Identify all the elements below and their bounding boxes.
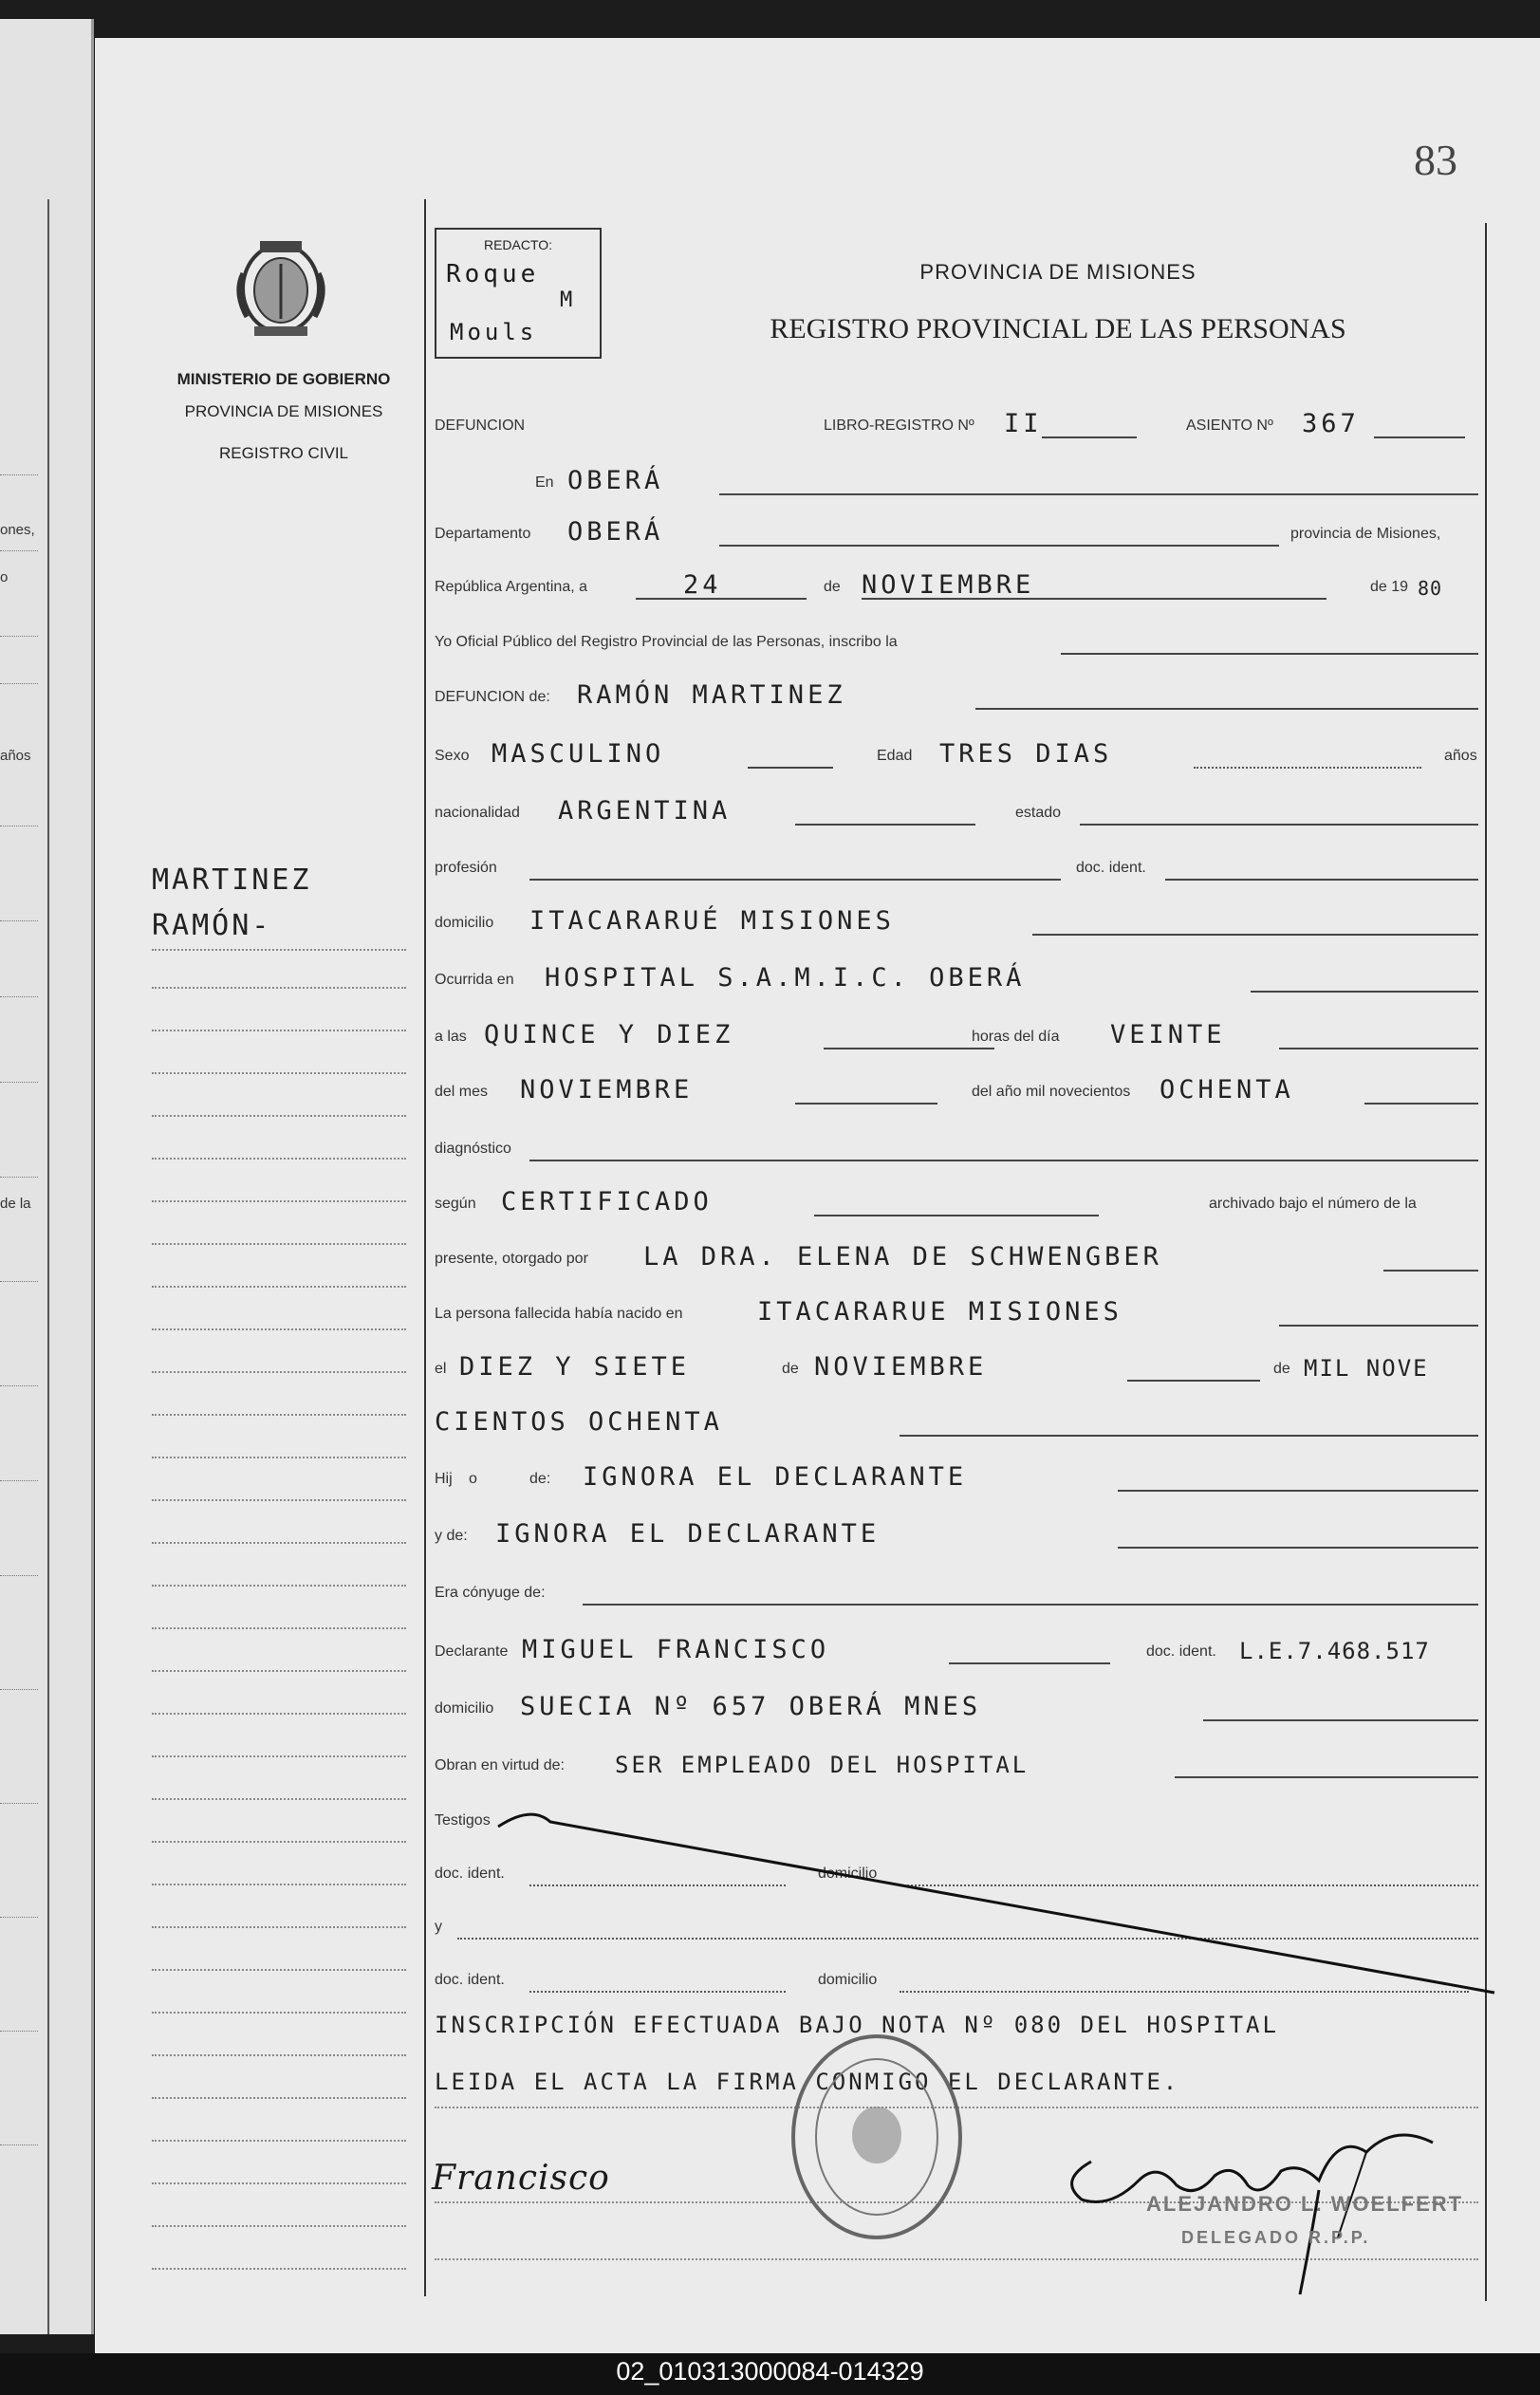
domicilio-value: ITACARARUÉ MISIONES <box>529 906 895 936</box>
decl-domicilio-label: domicilio <box>435 1700 494 1717</box>
declarant-signature: Francisco <box>432 2159 610 2198</box>
margin-rule <box>152 1969 406 1971</box>
row-oficial <box>435 615 1478 657</box>
row-conyuge <box>435 1566 1478 1607</box>
row-declarante <box>435 1625 1478 1666</box>
declarante-label: Declarante <box>435 1643 509 1660</box>
margin-rule <box>152 1755 406 1757</box>
margin-rule <box>152 1158 406 1160</box>
margin-rule <box>152 1414 406 1416</box>
declarante-value: MIGUEL FRANCISCO <box>522 1635 830 1664</box>
deceased-value: RAMÓN MARTINEZ <box>577 680 846 710</box>
year-label: de 19 <box>1370 579 1409 595</box>
birth-month-value: NOVIEMBRE <box>814 1352 988 1382</box>
ministry-province: PROVINCIA DE MISIONES <box>184 402 383 420</box>
row-defuncion-de <box>435 670 1478 712</box>
left-line <box>0 550 38 551</box>
row-presente <box>435 1232 1478 1273</box>
el-label: el <box>435 1361 447 1377</box>
margin-rule <box>152 2140 406 2142</box>
margin-rule <box>152 949 406 951</box>
row-mes <box>435 1065 1478 1106</box>
alas-label: a las <box>435 1029 467 1045</box>
declarante-underline <box>949 1662 1110 1664</box>
yde-label: y de: <box>435 1528 468 1544</box>
margin-rule <box>152 1926 406 1928</box>
profesion-label: profesión <box>435 860 497 876</box>
margin-rule <box>152 1457 406 1458</box>
nacionalidad-label: nacionalidad <box>435 805 520 821</box>
testigos-label: Testigos <box>435 1812 491 1829</box>
birth-de2-label: de <box>1273 1361 1290 1377</box>
left-line <box>0 636 38 637</box>
note-line-2: LEIDA EL ACTA LA FIRMA CONMIGO EL DECLARANTE. <box>435 2069 1180 2095</box>
decl-domicilio-value: SUECIA Nº 657 OBERÁ MNES <box>520 1692 982 1721</box>
left-line <box>0 1177 38 1178</box>
margin-rule <box>152 1884 406 1885</box>
ocurrida-underline <box>1251 991 1478 993</box>
left-line <box>0 1281 38 1282</box>
mes-underline <box>795 1103 937 1105</box>
libro-label: LIBRO-REGISTRO Nº <box>824 418 974 434</box>
row-segun <box>435 1177 1478 1218</box>
redacto-box <box>435 228 602 359</box>
left-page-rule <box>47 199 49 2334</box>
edad-value: TRES DIAS <box>939 739 1113 769</box>
decl-doc-value: L.E.7.468.517 <box>1239 1638 1430 1664</box>
margin-rule <box>152 1328 406 1330</box>
obran-value: SER EMPLEADO DEL HOSPITAL <box>615 1752 1030 1778</box>
asiento-underline <box>1374 436 1465 438</box>
row-fecha <box>435 560 1478 602</box>
margin-rule <box>152 2182 406 2184</box>
redacto-label: REDACTO: <box>483 237 553 252</box>
dia-value: VEINTE <box>1110 1020 1226 1049</box>
row-en <box>435 455 1478 497</box>
left-line <box>0 1803 38 1804</box>
hijo-de-label: de: <box>529 1471 551 1487</box>
en-label: En <box>535 474 554 491</box>
left-line <box>0 474 38 475</box>
birth-day-value: DIEZ Y SIETE <box>459 1352 691 1382</box>
diagnostico-label: diagnóstico <box>435 1141 511 1157</box>
horas-underline <box>824 1048 994 1049</box>
margin-rule <box>152 1115 406 1117</box>
hijo-label: Hij <box>435 1471 453 1487</box>
birth-month-underline <box>1127 1380 1260 1382</box>
left-fragment-1: ones, <box>0 522 35 538</box>
departamento-underline <box>719 545 1279 547</box>
row-domicilio <box>435 896 1478 938</box>
left-line <box>0 1917 38 1918</box>
republica-label: República Argentina, a <box>435 579 587 595</box>
mother-value: IGNORA EL DECLARANTE <box>495 1519 881 1549</box>
redacto-line2: M <box>560 288 577 312</box>
row-hijo <box>435 1452 1478 1494</box>
row-yde <box>435 1509 1478 1550</box>
doc-ident-label: doc. ident. <box>1076 860 1146 876</box>
row-ocurrida <box>435 953 1478 994</box>
row-nacionalidad <box>435 786 1478 827</box>
t-domicilio-label: domicilio <box>818 1866 878 1882</box>
presente-label: presente, otorgado por <box>435 1251 588 1267</box>
file-label: 02_010313000084-014329 <box>616 2357 924 2386</box>
asiento-label: ASIENTO Nº <box>1186 418 1273 434</box>
margin-rule <box>152 1670 406 1672</box>
margin-rule <box>152 1200 406 1202</box>
birth-year-value1: MIL NOVE <box>1304 1355 1429 1382</box>
conyuge-underline <box>583 1604 1478 1606</box>
left-line <box>0 2031 38 2032</box>
archivado-label: archivado bajo el número de la <box>1209 1196 1417 1212</box>
left-line <box>0 1689 38 1690</box>
redacto-line3: Mouls <box>450 319 538 345</box>
year-value: 80 <box>1418 577 1443 600</box>
mes-value: NOVIEMBRE <box>520 1075 694 1105</box>
libro-value: II <box>1004 409 1043 438</box>
margin-rule <box>152 1030 406 1031</box>
margin-surname: MARTINEZ <box>152 863 312 897</box>
left-line <box>0 1480 38 1481</box>
nacionalidad-underline <box>795 824 975 826</box>
left-line <box>0 683 38 684</box>
defuncion-de-label: DEFUNCION de: <box>435 689 550 705</box>
ministry-registry: REGISTRO CIVIL <box>218 444 349 462</box>
margin-rule <box>152 1798 406 1800</box>
province-heading: PROVINCIA DE MISIONES <box>919 260 1197 284</box>
left-line <box>0 996 38 997</box>
month-value: NOVIEMBRE <box>862 570 1035 600</box>
birth-de-label: de <box>782 1361 799 1377</box>
left-line <box>0 920 38 921</box>
doc-ident-underline <box>1165 879 1478 881</box>
oficial-underline <box>1061 653 1478 655</box>
row-nacido <box>435 1287 1478 1328</box>
margin-rule <box>152 1286 406 1288</box>
presente-underline <box>1383 1270 1478 1272</box>
t2-domicilio-label: domicilio <box>818 1972 878 1988</box>
ocurrida-label: Ocurrida en <box>435 972 514 988</box>
domicilio-underline <box>1032 934 1478 936</box>
segun-label: según <box>435 1196 476 1212</box>
row-libro-asiento <box>435 399 1478 440</box>
de-label: de <box>824 579 841 595</box>
departamento-label: Departamento <box>435 526 531 542</box>
nacido-underline <box>1279 1325 1478 1327</box>
margin-rule <box>152 1243 406 1245</box>
asiento-value: 367 <box>1302 409 1360 438</box>
margin-rule <box>152 987 406 989</box>
decl-domicilio-underline <box>1203 1719 1478 1721</box>
registry-heading: REGISTRO PROVINCIAL DE LAS PERSONAS <box>770 313 1346 344</box>
obran-underline <box>1175 1776 1478 1778</box>
page-number: 83 <box>1414 136 1457 184</box>
father-value: IGNORA EL DECLARANTE <box>583 1462 968 1492</box>
ministry-name: MINISTERIO DE GOBIERNO <box>176 370 391 388</box>
margin-rule <box>152 1072 406 1074</box>
en-value: OBERÁ <box>567 466 664 495</box>
redacto-line1: Roque <box>446 260 540 288</box>
row-fecha-nacimiento-cont <box>435 1397 1478 1439</box>
segun-value: CERTIFICADO <box>501 1187 713 1216</box>
margin-rule <box>152 2097 406 2099</box>
official-title-stamp: DELEGADO R.P.P. <box>1181 2228 1371 2247</box>
sexo-label: Sexo <box>435 748 470 764</box>
note-line-1: INSCRIPCIÓN EFECTUADA BAJO NOTA Nº 080 DEL HOSPITAL <box>435 2012 1279 2038</box>
row-departamento <box>435 507 1478 548</box>
sexo-underline <box>748 767 833 769</box>
margin-rule <box>152 2225 406 2227</box>
birth-year-value2: CIENTOS OCHENTA <box>435 1407 723 1437</box>
margin-rule <box>152 1627 406 1629</box>
row-diagnostico <box>435 1122 1478 1163</box>
presente-value: LA DRA. ELENA DE SCHWENGBER <box>643 1242 1162 1272</box>
row-obran <box>435 1738 1478 1780</box>
mother-underline <box>1118 1547 1478 1549</box>
row-sexo-edad <box>435 729 1478 770</box>
margin-rule <box>152 2268 406 2270</box>
dia-underline <box>1279 1048 1478 1049</box>
left-line <box>0 1385 38 1386</box>
defuncion-label: DEFUNCION <box>435 418 526 434</box>
horas-label: horas del día <box>972 1029 1060 1045</box>
row-decl-domicilio <box>435 1681 1478 1723</box>
margin-rule <box>152 2054 406 2056</box>
official-seal-stamp <box>788 2031 966 2243</box>
sexo-value: MASCULINO <box>492 739 665 769</box>
domicilio-label: domicilio <box>435 915 494 931</box>
libro-underline <box>1042 436 1137 438</box>
edad-dots <box>1194 767 1421 769</box>
t2-doc-label: doc. ident. <box>435 1972 505 1988</box>
row-horas <box>435 1010 1478 1051</box>
segun-underline <box>814 1215 1099 1216</box>
deceased-underline <box>975 708 1478 710</box>
t-doc-label: doc. ident. <box>435 1866 505 1882</box>
father-underline <box>1118 1490 1478 1492</box>
margin-rule <box>152 1841 406 1843</box>
margin-rule <box>152 1542 406 1544</box>
anos-label: años <box>1444 748 1477 764</box>
left-line <box>0 1082 38 1083</box>
departamento-value: OBERÁ <box>567 517 664 547</box>
hijo-suffix: o <box>469 1471 477 1487</box>
estado-label: estado <box>1015 805 1062 821</box>
left-line <box>0 1575 38 1576</box>
en-underline <box>719 493 1478 495</box>
nacido-value: ITACARARUE MISIONES <box>757 1297 1123 1327</box>
nacido-label: La persona fallecida había nacido en <box>435 1306 683 1322</box>
coat-of-arms-emblem <box>232 235 330 342</box>
left-border-rule <box>424 199 426 2296</box>
left-fragment-3: años <box>0 748 31 764</box>
obran-label: Obran en virtud de: <box>435 1757 565 1773</box>
estado-underline <box>1080 824 1478 826</box>
birth-year-underline <box>900 1435 1478 1437</box>
profesion-underline <box>529 879 1061 881</box>
nacionalidad-value: ARGENTINA <box>558 796 732 826</box>
left-fragment-2: o <box>0 569 9 585</box>
margin-rule <box>152 2012 406 2014</box>
margin-rule <box>152 1371 406 1373</box>
left-fragment-4: de la <box>0 1196 31 1212</box>
horas-value: QUINCE Y DIEZ <box>484 1020 734 1049</box>
provincia-suffix: provincia de Misiones, <box>1290 526 1441 542</box>
diagnostico-underline <box>529 1160 1478 1161</box>
official-name-stamp: ALEJANDRO L. WOELFERT <box>1146 2192 1464 2216</box>
margin-rule <box>152 1499 406 1501</box>
margin-given-name: RAMÓN- <box>152 909 272 942</box>
witness-cancellation-stroke <box>493 1784 1499 2002</box>
anio-label: del año mil novecientos <box>972 1084 1131 1100</box>
oficial-text: Yo Oficial Público del Registro Provincial de las Personas, inscribo la <box>435 634 898 650</box>
anio-underline <box>1364 1103 1478 1105</box>
margin-rule <box>152 1585 406 1587</box>
day-value: 24 <box>683 570 722 600</box>
conyuge-label: Era cónyuge de: <box>435 1585 546 1601</box>
mes-label: del mes <box>435 1084 489 1100</box>
row-fecha-nacimiento <box>435 1342 1478 1383</box>
left-line <box>0 2144 38 2145</box>
month-underline <box>862 598 1327 600</box>
row-profesion <box>435 841 1478 882</box>
y-label: y <box>435 1919 442 1935</box>
left-page-edge <box>0 19 94 2334</box>
anio-value: OCHENTA <box>1160 1075 1294 1105</box>
decl-doc-label: doc. ident. <box>1146 1643 1216 1660</box>
margin-rule <box>152 1713 406 1715</box>
ocurrida-value: HOSPITAL S.A.M.I.C. OBERÁ <box>545 963 1026 993</box>
edad-label: Edad <box>877 748 913 764</box>
